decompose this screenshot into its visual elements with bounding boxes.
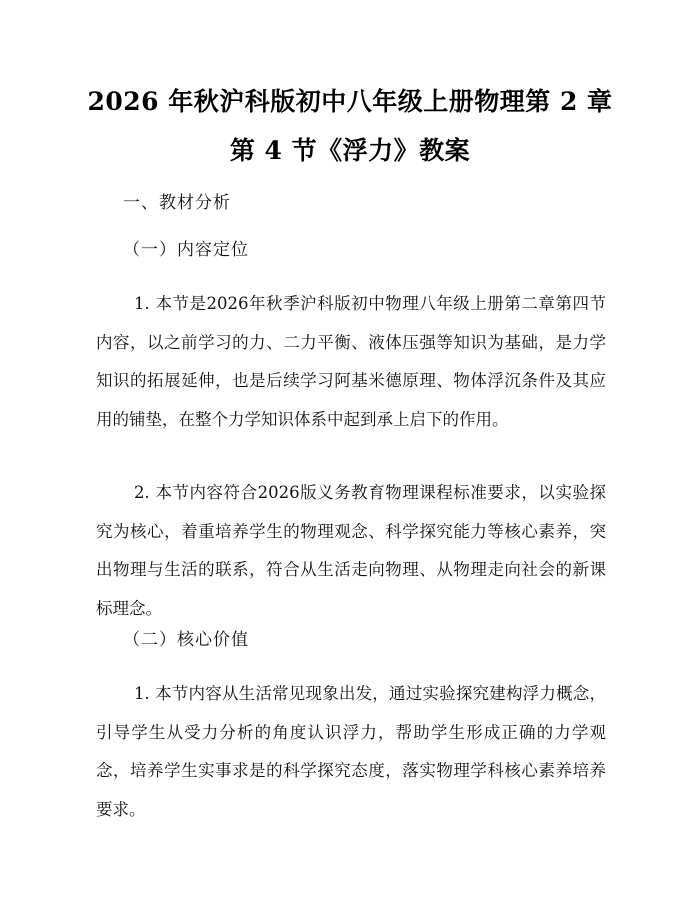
paragraph-content-positioning-2: 2. 本节内容符合2026版义务教育物理课程标准要求，以实验探究为核心，着重培养学生的物理观念、科学探究能力等核心素养，突出物理与生活的联系，符合从生活走向物理、从物理走向社会的新课标理念。 (96, 483, 606, 618)
subsection-heading-content-positioning: （一）内容定位 (123, 240, 249, 260)
paragraph-core-value-1: 1. 本节内容从生活常见现象出发，通过实验探究建构浮力概念，引导学生从受力分析的角度认识浮力，帮助学生形成正确的力学观念，培养学生实事求是的科学探究态度，落实物理学科核心素养培养要求。 (96, 684, 606, 819)
document-title-line-2: 第 4 节《浮力》教案 (229, 136, 471, 165)
subsection-heading-core-value: （二）核心价值 (123, 630, 249, 650)
paragraph-content-positioning-1: 1. 本节是2026年秋季沪科版初中物理八年级上册第二章第四节内容，以之前学习的力、二力平衡、液体压强等知识为基础，是力学知识的拓展延伸，也是后续学习阿基米德原理、物体浮沉条件及其应用的铺垫，在整个力学知识体系中起到承上启下的作用。 (96, 294, 606, 429)
section-heading-textbook-analysis: 一、教材分析 (123, 193, 231, 213)
document-title-line-1: 2026 年秋沪科版初中八年级上册物理第 2 章 (87, 87, 613, 116)
